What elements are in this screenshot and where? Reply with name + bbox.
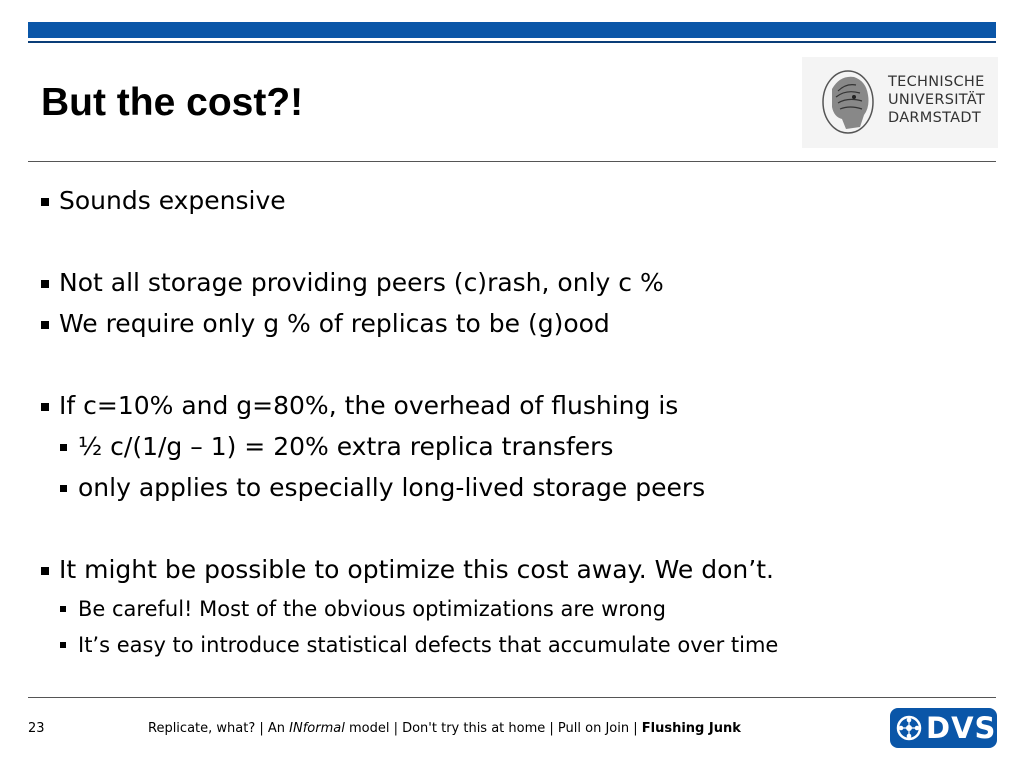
bullet-item <box>41 309 610 339</box>
square-bullet-icon <box>60 642 66 648</box>
footer-text-part: model | Don't try this at home | Pull on Join | <box>344 721 642 736</box>
footer-divider <box>28 697 996 698</box>
bullet-item <box>41 555 774 585</box>
bullet-item <box>41 268 664 298</box>
footer-text-part: Replicate, what? | An <box>148 721 290 736</box>
footer-text-italic: INformal <box>289 721 345 736</box>
bullet-text: only applies to especially long-lived storage peers <box>78 473 706 502</box>
footer-text-current: Flushing Junk <box>641 721 741 736</box>
header-accent-bar <box>28 22 996 38</box>
dvs-wordmark: DVS <box>926 711 997 745</box>
bullet-text: It might be possible to optimize this cost away. We don’t. <box>59 555 774 584</box>
dvs-logo <box>890 708 997 748</box>
page-number: 23 <box>28 721 45 736</box>
square-bullet-icon <box>41 403 49 411</box>
square-bullet-icon <box>41 321 49 329</box>
square-bullet-icon <box>41 567 49 575</box>
square-bullet-icon <box>60 606 66 612</box>
square-bullet-icon <box>60 444 67 451</box>
bullet-text: If c=10% and g=80%, the overhead of flushing is <box>59 391 679 420</box>
logo-wordmark <box>888 73 985 127</box>
title-divider <box>28 161 996 162</box>
square-bullet-icon <box>41 198 49 206</box>
tu-darmstadt-logo <box>802 57 998 148</box>
bullet-text: ½ c/(1/g – 1) = 20% extra replica transfers <box>78 432 614 461</box>
logo-line-1: TECHNISCHE <box>888 74 985 90</box>
bullet-text: Sounds expensive <box>59 186 286 215</box>
sub-bullet-item <box>60 473 705 503</box>
square-bullet-icon <box>41 280 49 288</box>
sub-bullet-item <box>60 432 613 462</box>
square-bullet-icon <box>60 485 67 492</box>
bullet-text: We require only g % of replicas to be (g)ood <box>59 309 610 338</box>
header-accent-line <box>28 41 996 43</box>
bullet-text: Not all storage providing peers (c)rash, only c % <box>59 268 664 297</box>
gear-network-icon <box>896 715 922 741</box>
bullet-item <box>41 186 286 216</box>
sub-bullet-item <box>60 632 778 658</box>
sub-bullet-item <box>60 596 666 622</box>
slide-title: But the cost?! <box>41 81 304 124</box>
bullet-item <box>41 391 678 421</box>
athena-head-icon <box>820 67 876 137</box>
bullet-text: Be careful! Most of the obvious optimizations are wrong <box>78 597 666 621</box>
logo-line-3: DARMSTADT <box>888 110 981 126</box>
bullet-text: It’s easy to introduce statistical defects that accumulate over time <box>78 633 779 657</box>
logo-line-2: UNIVERSITÄT <box>888 92 986 108</box>
footer-breadcrumb <box>148 721 741 736</box>
